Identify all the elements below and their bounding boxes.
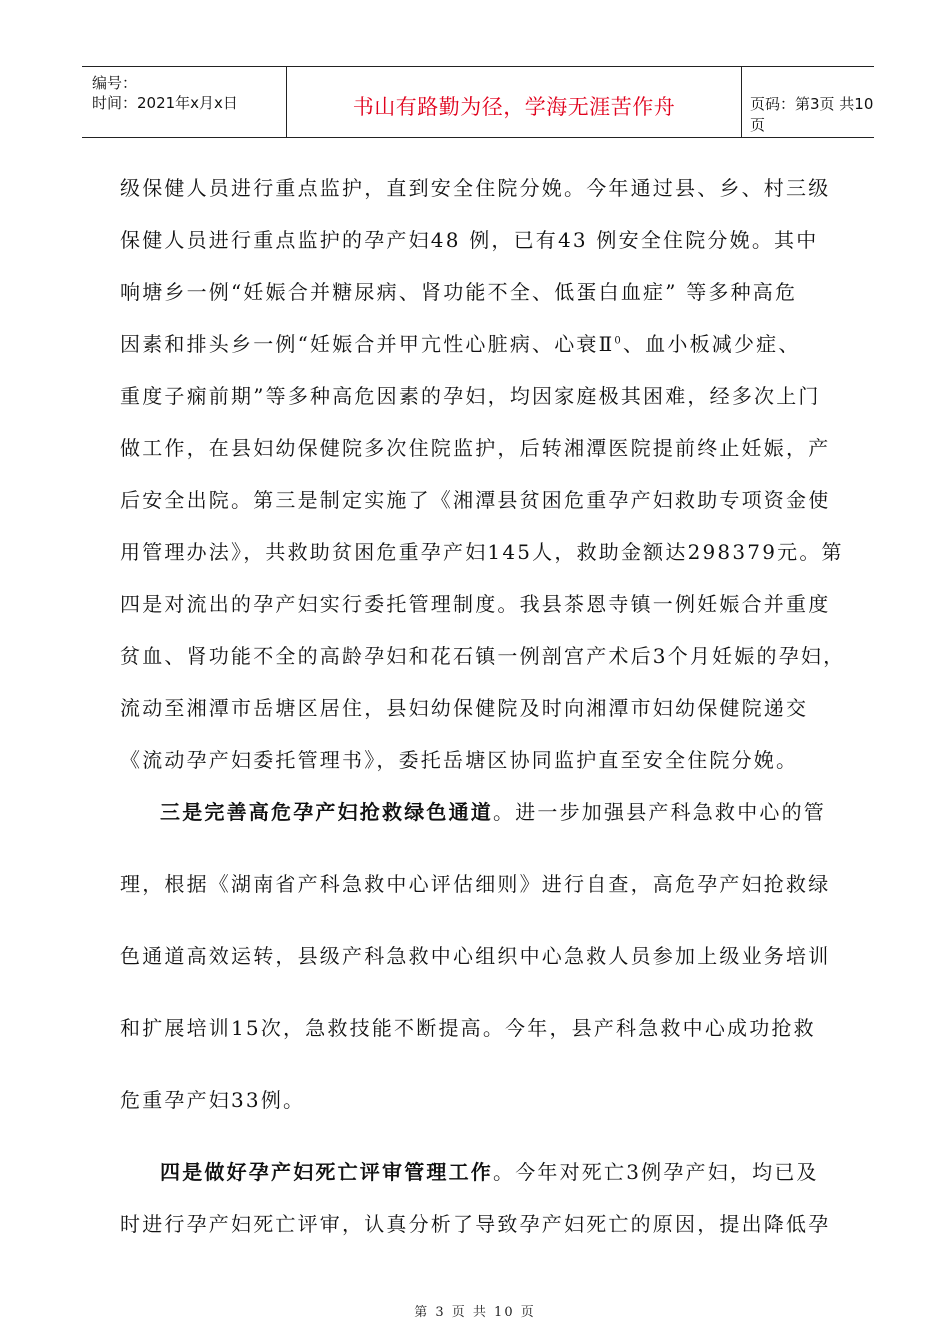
body-line: 流动至湘潭市岳塘区居住，县妇幼保健院及时向湘潭市妇幼保健院递交 (120, 696, 809, 720)
body-line: 响塘乡一例“妊娠合并糖尿病、肾功能不全、低蛋白血症” 等多种高危 (120, 280, 798, 304)
section3-first-text: 。进一步加强县产科急救中心的管 (493, 800, 826, 824)
section4-first-text: 。今年对死亡3例孕产妇，均已及 (493, 1160, 819, 1184)
section4-title: 四是做好孕产妇死亡评审管理工作 (160, 1160, 493, 1184)
body-line: 《流动孕产妇委托管理书》，委托岳塘区协同监护直至安全住院分娩。 (120, 748, 799, 772)
body-line: 级保健人员进行重点监护，直到安全住院分娩。今年通过县、乡、村三级 (120, 176, 831, 200)
body-line-tail: 、血小板减少症、 (622, 332, 801, 356)
body-line: 后安全出院。第三是制定实施了《湘潭县贫困危重孕产妇救助专项资金使 (120, 488, 831, 512)
body-line: 和扩展培训15次，急救技能不断提高。今年，县产科急救中心成功抢救 (120, 1016, 816, 1040)
body-line: 时进行孕产妇死亡评审，认真分析了导致孕产妇死亡的原因，提出降低孕 (120, 1212, 831, 1236)
page-footer: 第 3 页 共 10 页 (414, 1305, 536, 1320)
body-line: 用管理办法》，共救助贫困危重孕产妇145人，救助金额达298379元。第 (120, 540, 844, 564)
body-line: 四是对流出的孕产妇实行委托管理制度。我县茶恩寺镇一例妊娠合并重度 (120, 592, 831, 616)
section4-first-line (160, 1160, 850, 1184)
document-header (82, 66, 874, 138)
body-line: 保健人员进行重点监护的孕产妇48 例，已有43 例安全住院分娩。其中 (120, 228, 819, 252)
header-motto-cell (286, 67, 742, 137)
body-line-text: 因素和排头乡一例“妊娠合并甲亢性心脏病、心衰Ⅱ (120, 332, 615, 356)
header-page-label: 页码：第3页 共10页 (750, 95, 874, 134)
header-page-cell (742, 67, 874, 137)
header-motto: 书山有路勤为径，学海无涯苦作舟 (352, 95, 676, 119)
body-line: 贫血、肾功能不全的高龄孕妇和花石镇一例剖宫产术后3个月妊娠的孕妇， (120, 644, 846, 668)
doc-number-label: 编号： (92, 74, 138, 92)
section3-title: 三是完善高危孕产妇抢救绿色通道 (160, 800, 493, 824)
body-line: 重度子痫前期”等多种高危因素的孕妇，均因家庭极其困难，经多次上门 (120, 384, 821, 408)
header-meta-cell (82, 67, 286, 137)
section3-first-line (160, 800, 850, 824)
body-line: 理，根据《湖南省产科急救中心评估细则》进行自查，高危孕产妇抢救绿 (120, 872, 831, 896)
body-line: 危重孕产妇33例。 (120, 1088, 306, 1112)
body-line: 色通道高效运转，县级产科急救中心组织中心急救人员参加上级业务培训 (120, 944, 831, 968)
superscript: 0 (614, 335, 623, 347)
body-line (120, 332, 850, 356)
body-line: 做工作，在县妇幼保健院多次住院监护，后转湘潭医院提前终止妊娠，产 (120, 436, 831, 460)
doc-time-label: 时间：2021年x月x日 (92, 94, 238, 112)
